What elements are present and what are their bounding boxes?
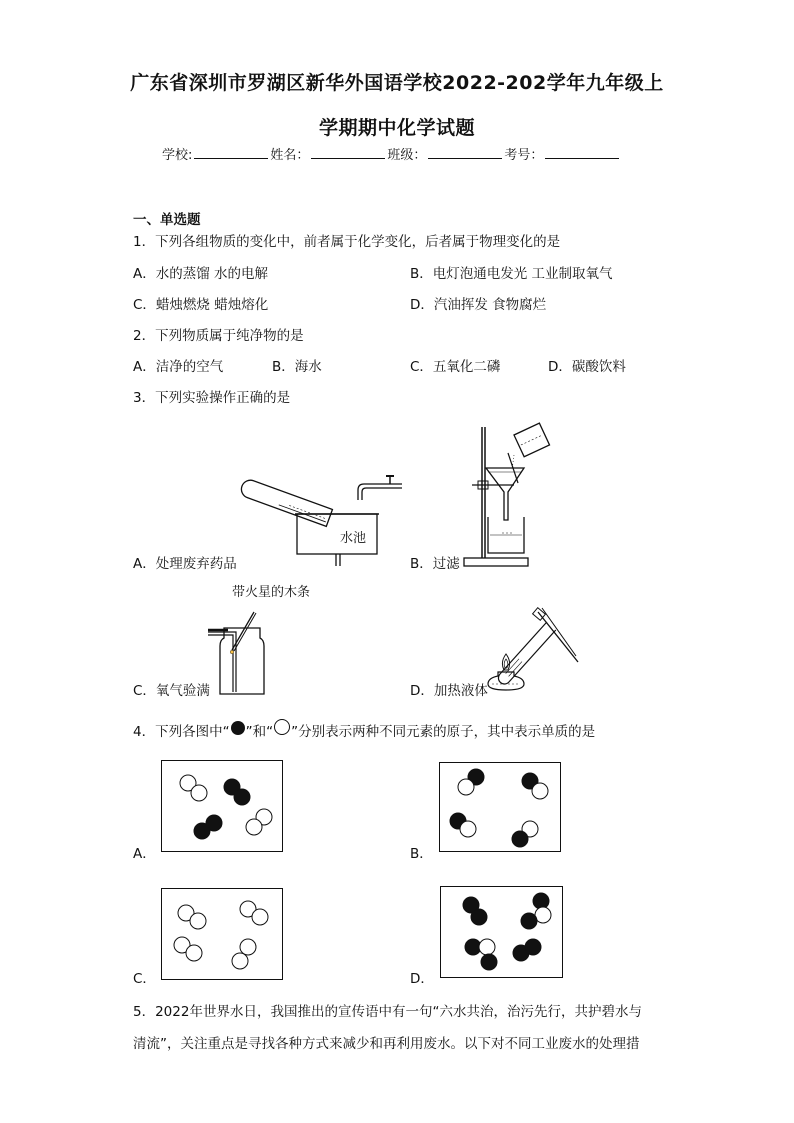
q4-figure-b: [439, 762, 561, 852]
white-atom-icon: [273, 722, 291, 738]
q4-option-a: A．: [133, 846, 156, 862]
q2-option-c: C．五氧化二磷: [410, 359, 501, 375]
page-title-line2: 学期期中化学试题: [318, 117, 475, 139]
question-4-stem: [133, 722, 595, 741]
q3-option-b: B．过滤: [410, 556, 460, 572]
q3-option-a: A．处理废弃药品: [133, 556, 237, 572]
molecule-diagram-d: [441, 887, 564, 979]
section-heading: 一、单选题: [133, 212, 201, 228]
name-blank: [311, 146, 385, 159]
number-blank: [545, 146, 619, 159]
q4-option-b: B．: [410, 846, 433, 862]
molecule-diagram-a: [162, 761, 284, 853]
class-blank: [428, 146, 502, 159]
question-2-stem: 2．下列物质属于纯净物的是: [133, 328, 304, 344]
page-title: 广东省深圳市罗湖区新华外国语学校2022-202学年九年级上: [130, 72, 664, 94]
student-info-line: [162, 144, 621, 163]
school-blank: [194, 146, 268, 159]
question-3-stem: 3．下列实验操作正确的是: [133, 390, 291, 406]
q1-option-b: B．电灯泡通电发光 工业制取氧气: [410, 266, 613, 282]
q4-stem-mid: ”和“: [245, 724, 274, 740]
oxygen-test-figure: [206, 610, 276, 696]
question-5-line1: 5．2022年世界水日，我国推出的宣传语中有一句“六水共治，治污先行，共护碧水与: [133, 1004, 642, 1020]
q4-stem-pre: 4．下列各图中“: [133, 724, 230, 740]
molecule-diagram-c: [162, 889, 284, 981]
number-label: 考号：: [504, 148, 544, 163]
q3-option-d: D．加热液体: [410, 683, 488, 699]
q4-figure-a: [161, 760, 283, 852]
filtration-figure: [462, 425, 562, 570]
school-label: 学校:: [162, 148, 193, 163]
class-label: 班级：: [387, 148, 427, 163]
q2-option-b: B．海水: [272, 359, 322, 375]
q1-option-a: A．水的蒸馏 水的电解: [133, 266, 269, 282]
question-1-stem: 1．下列各组物质的变化中，前者属于化学变化，后者属于物理变化的是: [133, 234, 561, 250]
q4-figure-d: [440, 886, 563, 978]
black-atom-icon: [230, 722, 246, 738]
glowing-splint-label: 带火星的木条: [232, 585, 311, 600]
molecule-diagram-b: [440, 763, 562, 853]
waste-disposal-figure: [240, 470, 410, 570]
sink-label: 水池: [340, 531, 367, 546]
q1-option-d: D．汽油挥发 食物腐烂: [410, 297, 547, 313]
q1-option-c: C．蜡烛燃烧 蜡烛熔化: [133, 297, 269, 313]
q4-figure-c: [161, 888, 283, 980]
q4-option-d: D．: [410, 971, 434, 987]
q2-option-a: A．洁净的空气: [133, 359, 224, 375]
q2-option-d: D．碳酸饮料: [548, 359, 626, 375]
question-5-line2: 清流”，关注重点是寻找各种方式来减少和再利用废水。以下对不同工业废水的处理措: [133, 1036, 640, 1052]
q3-option-c: C．氧气验满: [133, 683, 210, 699]
q4-option-c: C．: [133, 971, 156, 987]
name-label: 姓名：: [270, 148, 310, 163]
q4-stem-post: ”分别表示两种不同元素的原子，其中表示单质的是: [291, 724, 596, 740]
heating-liquid-figure: [484, 604, 584, 692]
